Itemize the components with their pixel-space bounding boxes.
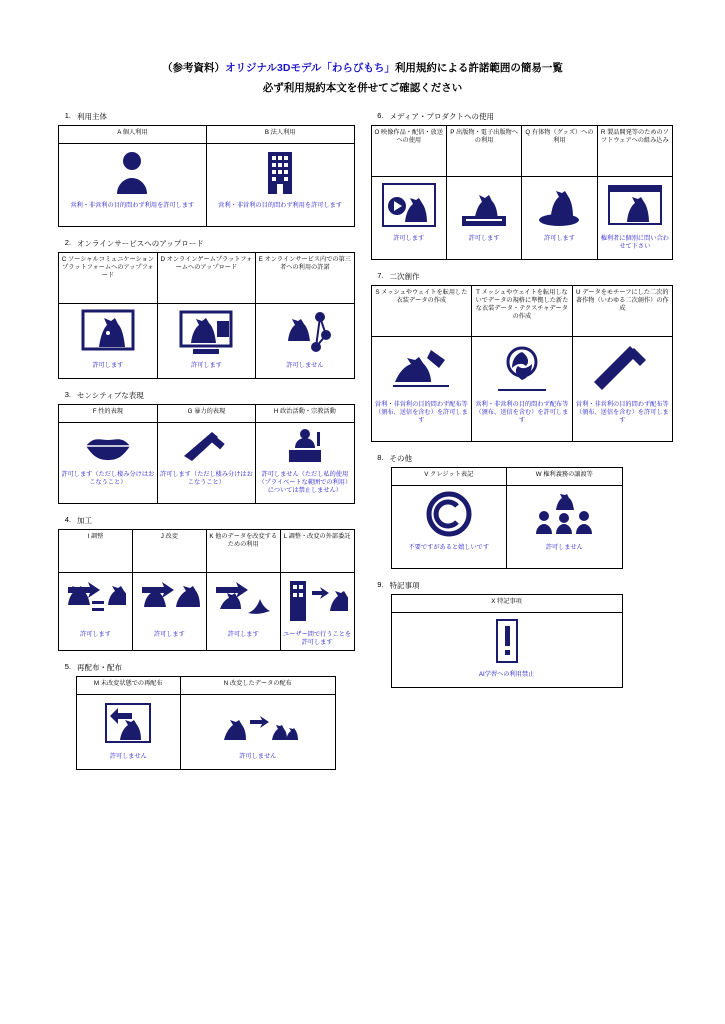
item-permission: 営利・非営利の目的問わず配布等（頒布、送信を含む）を許可します [374,401,468,425]
section-1-table [58,125,355,227]
section-9 [371,580,673,688]
section-3-number: 3. [64,390,71,399]
item-label: Q 有体物（グッズ）への利用 [525,129,594,144]
section-4-title: 加工 [77,516,92,525]
section-8-number: 8. [377,453,384,462]
item-permission: 許可します [79,631,111,638]
title-suffix: 利用規約による許諾範囲の簡易一覧 [394,62,563,74]
title-subline: 必ず利用規約本文を併せてご確認ください [262,82,463,94]
other-data-icon [207,573,280,629]
distribute-modified-icon [181,695,335,751]
title-accent: オリジナル3Dモデル「わらびもち」 [225,62,395,74]
item-permission: 営利・非営利の目的問わず配布等（頒布、送信を含む）を許可します [475,401,569,425]
section-9-title: 特記事項 [389,581,420,590]
item-label: X 特記事項 [491,598,522,605]
section-1 [58,111,355,227]
item-label: M 未改変状態での再配布 [93,680,163,688]
item-label: U データをモチーフにした二次的著作物（いわゆる二次創作）の作成 [575,289,669,312]
section-8-table [391,467,623,569]
adjust-equal-icon [59,573,132,629]
content-columns [0,111,725,781]
left-column [58,111,355,781]
item-permission: 許可します [227,631,259,638]
section-4-table [58,529,355,651]
section-8-title: その他 [389,454,413,463]
item-permission: 許可します [393,235,425,242]
building-icon [207,144,354,200]
item-permission: 許可します [468,235,500,242]
item-permission: 営利・非営利の目的問わず配布等（頒布、送信を含む）を許可します [575,401,669,425]
section-8 [371,453,673,569]
item-label: H 政治活動・宗教活動 [273,408,336,415]
title-prefix: （参考資料） [162,62,226,74]
section-5 [58,662,355,770]
section-5-title: 再配布・配布 [77,663,122,673]
copyright-icon [392,486,507,542]
knife-icon [158,423,255,469]
section-7 [371,271,673,442]
transfer-rights-icon [507,486,622,542]
cat-game-icon [158,304,255,360]
section-6-number: 6. [377,111,384,120]
item-permission: 許可します [92,362,124,369]
item-label: W 権利義務の譲渡等 [535,471,593,478]
item-permission: 許可します [153,631,185,638]
mesh-reuse-icon [372,337,472,399]
document-title [0,0,725,95]
item-permission: 不要ですがあると嬉しいです [408,544,490,551]
item-permission: 許可しません [545,544,583,551]
podium-speaker-icon [256,423,353,469]
section-7-table [371,285,673,442]
item-label: J 改変 [160,533,178,540]
section-9-number: 9. [377,580,384,589]
item-permission: 許可します（ただし棲み分けはおこなうこと） [160,471,253,487]
item-permission: 許可します [543,235,575,242]
item-permission: 許可しません（ただし私的使用（プライベートな範囲での利用）については禁止しません） [258,471,352,495]
video-play-icon [372,177,446,233]
section-3-table [58,404,355,504]
item-label: A 個人利用 [117,129,148,136]
software-embed-icon [598,177,672,233]
section-3 [58,390,355,504]
section-4 [58,515,355,651]
lips-icon [59,423,157,469]
section-4-number: 4. [64,515,71,524]
item-permission: 許可します [190,362,222,369]
figure-goods-icon [522,177,596,233]
section-6-table [371,125,673,260]
outsource-icon [281,573,354,629]
item-label: N 改変したデータの配布 [223,680,292,688]
item-label: O 映像作品・配信・放送への使用 [374,129,443,144]
item-permission: 許可しません [109,753,147,761]
item-label: K 他のデータを改変するための利用 [209,533,278,548]
section-5-number: 5. [64,662,71,672]
item-label: C ソーシャルコミュニケーションプラットフォームへのアップフォード [61,256,154,279]
item-label: E オンラインサービス内での第三者への利用の許諾 [258,256,351,271]
share-network-icon [256,304,353,360]
item-label: P 出版物・電子出版物への利用 [450,129,518,144]
item-label: V クレジット表記 [424,471,474,478]
book-cat-icon [447,177,521,233]
section-2-table [58,252,355,379]
cat-monitor-icon [59,304,157,360]
item-permission: 許可します（ただし棲み分けはおこなうこと） [61,471,155,487]
section-2 [58,238,355,379]
section-7-title: 二次創作 [389,272,420,281]
section-6 [371,111,673,260]
item-permission: 許可しません [286,362,324,369]
section-6-title: メディア・プロダクトへの使用 [389,112,494,121]
item-label: F 性的表現 [92,408,123,415]
section-2-number: 2. [64,238,71,247]
section-3-title: センシティブな表現 [77,391,144,400]
item-label: B 法人利用 [264,129,296,136]
item-label: I 調整 [87,533,104,540]
section-1-number: 1. [64,111,71,120]
item-permission: 営利・非営利の目的問わず利用を許可します [70,202,195,209]
section-5-table [76,676,336,770]
item-permission: 許可しません [239,753,277,761]
right-column [371,111,673,699]
item-label: D オンラインゲームプラットフォームへのアップロード [160,256,253,271]
section-7-number: 7. [377,271,384,280]
item-label: T メッシュやウェイトを転用しないでデータの規格に準拠した新たな衣装データ・テクスチャデータの作成 [475,289,569,320]
section-2-title: オンラインサービスへのアップロード [77,239,204,248]
item-label: S メッシュやウェイトを転用した衣装データの作成 [375,289,468,304]
exclamation-icon [392,613,622,669]
item-permission: AI学習への利用禁止 [478,671,535,678]
person-icon [59,144,206,200]
section-9-table [391,594,623,688]
item-permission: 権利者に個別に問い合わせて下さい [600,235,669,251]
redistribute-icon [77,695,180,751]
item-permission: 営利・非営利の目的問わず利用を許可します [218,202,343,209]
brush-icon [573,337,672,399]
modify-arrow-icon [133,573,206,629]
new-costume-icon [472,337,571,399]
item-label: R 製品開発等のためのソフトウェアへの組み込み [600,129,669,144]
item-label: G 暴力的表現 [187,408,226,415]
item-permission: ユーザー間で行うことを許可します [283,631,352,647]
section-1-title: 利用主体 [77,112,107,121]
item-label: L 調整・改変の外部委託 [283,533,351,540]
